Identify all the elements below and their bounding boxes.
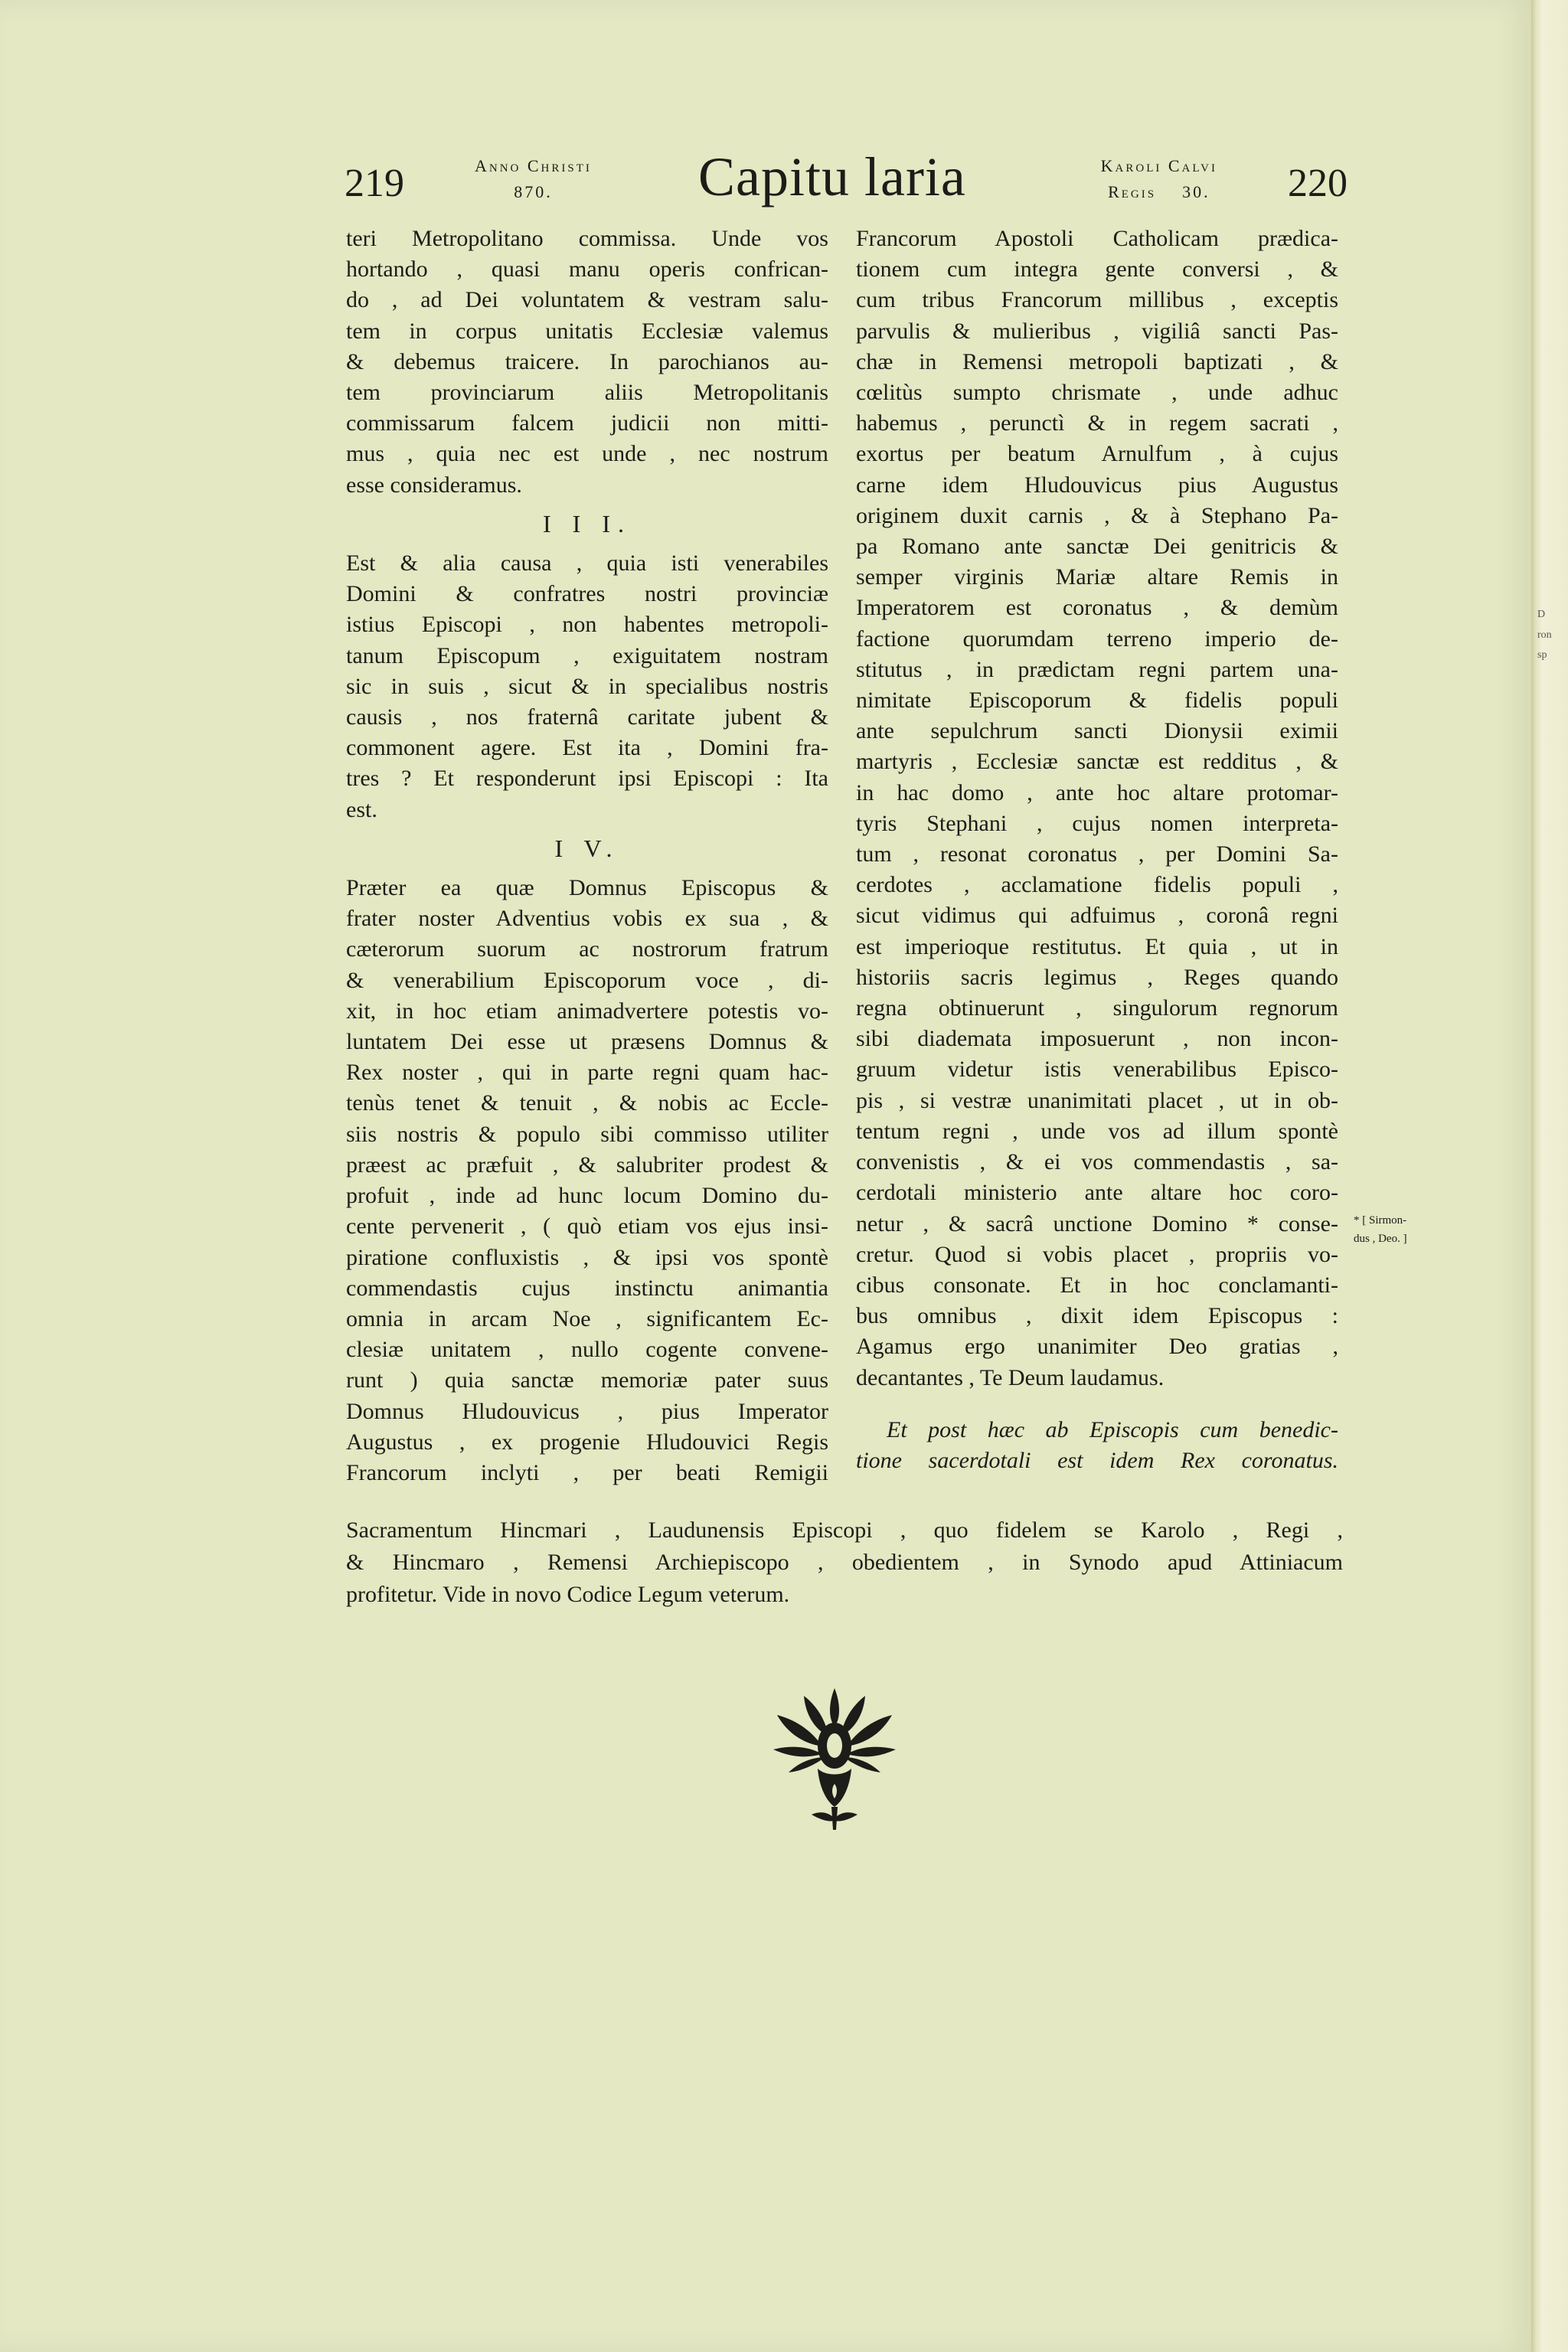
text-line: nimitate Episcoporum & fidelis populi [856,688,1338,714]
text-line: Imperatorem est coronatus , & demùm [856,595,1338,621]
edge-fragment: D [1537,609,1546,620]
text-line: Præter ea quæ Domnus Episcopus & [346,875,828,901]
text-line: piratione confluxistis , & ipsi vos spontè [346,1244,828,1270]
text-line: tanum Episcopum , exiguitatem nostram [346,642,828,668]
text-line: carne idem Hludouvicus pius Augustus [856,472,1338,498]
text-line: mus , quia nec est unde , nec nostrum [346,441,828,467]
text-line: tres ? Et responderunt ipsi Episcopi : Ita [346,766,828,792]
text-line: tem provinciarum aliis Metropolitanis [346,380,828,406]
text-line: commonent agere. Est ita , Domini fra- [346,735,828,761]
text-line: teri Metropolitano commissa. Unde vos [346,226,828,251]
section-heading-iii: I I I. [543,509,632,537]
text-line: historiis sacris legimus , Reges quando [856,964,1338,990]
text-line: omnia in arcam Noe , significantem Ec- [346,1305,828,1331]
karoli-line-1: Karoli Calvi [1100,156,1217,175]
text-line: præest ac præfuit , & salubriter prodest & [346,1152,828,1178]
anno-christi-label [475,153,592,205]
text-line: Rex noster , qui in parte regni quam hac- [346,1060,828,1086]
running-header [345,145,1348,230]
text-line: siis nostris & populo sibi commisso utiliter [346,1121,828,1147]
page-title: Capitu laria [698,146,966,207]
text-line: semper virginis Mariæ altare Remis in [856,564,1338,590]
text-line: runt ) quia sanctæ memoriæ pater suus [346,1367,828,1393]
text-line: exortus per beatum Arnulfum , à cujus [856,441,1338,467]
page-number-left: 219 [345,162,404,205]
text-line: stitutus , in prædictam regni partem una- [856,656,1338,682]
text-line: pa Romano ante sanctæ Dei genitricis & [856,534,1338,560]
text-line: commendastis cujus instinctu animantia [346,1275,828,1301]
text-line: clesiæ unitatem , nullo cogente convene- [346,1337,828,1363]
text-line: Agamus ergo unanimiter Deo gratias , [856,1334,1338,1360]
text-line: & Hincmaro , Remensi Archiepiscopo , obedientem , in Synodo apud Attiniacum [346,1550,1343,1575]
page-number-right: 220 [1288,162,1348,205]
text-line: decantantes , Te Deum laudamus. [856,1364,1165,1390]
karoli-calvi-label [1101,153,1217,205]
edge-fragment: sp [1537,649,1547,661]
text-line: frater noster Adventius vobis ex sua , & [346,906,828,932]
text-line: Domini & confratres nostri provinciæ [346,581,828,607]
text-line: Augustus , ex progenie Hludouvici Regis [346,1429,828,1455]
text-line: factione quorumdam terreno imperio de- [856,626,1338,652]
text-line: causis , nos fraternâ caritate jubent & [346,704,828,730]
right-paragraph-1 [856,224,1338,1393]
text-line: istius Episcopi , non habentes metropoli- [346,612,828,638]
text-line: cerdotes , acclamatione fidelis populi , [856,872,1338,898]
text-line: tione sacerdotali est idem Rex coronatus. [856,1447,1338,1473]
text-line: Domnus Hludouvicus , pius Imperator [346,1398,828,1424]
text-line: sicut vidimus qui adfuimus , coronâ regni [856,903,1338,929]
karoli-line-2: Regis 30. [1108,182,1210,201]
text-line: cum tribus Francorum millibus , exceptis [856,287,1338,313]
text-line: bus omnibus , dixit idem Episcopus : [856,1303,1338,1329]
text-line: martyris , Ecclesiæ sanctæ est redditus , & [856,749,1338,775]
text-line: Francorum inclyti , per beati Remigii [346,1459,828,1485]
text-line: tum , resonat coronatus , per Domini Sa- [856,841,1338,867]
text-line: sibi diademata imposuerunt , non incon- [856,1026,1338,1052]
text-line: netur , & sacrâ unctione Domino * conse- [856,1210,1338,1236]
text-line: chæ in Remensi metropoli baptizati , & [856,348,1338,374]
text-line: cæterorum suorum ac nostrorum fratrum [346,936,828,962]
left-paragraph-3 [346,873,828,1488]
text-line: convenistis , & ei vos commendastis , sa- [856,1149,1338,1175]
text-line: cerdotali ministerio ante altare hoc coro- [856,1180,1338,1206]
text-line: est imperioque restitutus. Et quia , ut in [856,933,1338,959]
text-line: tyris Stephani , cujus nomen interpreta- [856,810,1338,836]
text-line: profitetur. Vide in novo Codice Legum veterum. [346,1582,790,1607]
text-line: luntatem Dei esse ut præsens Domnus & [346,1029,828,1055]
text-line: gruum videtur istis venerabilibus Episco- [856,1057,1338,1083]
text-line: hortando , quasi manu operis confrican- [346,256,828,283]
text-line: cibus consonate. Et in hoc conclamanti- [856,1272,1338,1298]
text-line: cretur. Quod si vobis placet , propriis vo- [856,1241,1338,1267]
margin-note-line-1: * [ Sirmon- [1354,1214,1407,1227]
text-line: in hac domo , ante hoc altare protomar- [856,779,1338,805]
text-line: sic in suis , sicut & in specialibus nostris [346,673,828,699]
text-line: habemus , perunctì & in regem sacrati , [856,410,1338,436]
text-line: ante sepulchrum sancti Dionysii eximii [856,718,1338,744]
text-line: tentum regni , unde vos ad illum spontè [856,1118,1338,1144]
text-line: Francorum Apostoli Catholicam prædica- [856,226,1338,251]
next-page-edge [1531,0,1568,2352]
text-line: & venerabilium Episcoporum voce , di- [346,967,828,993]
coronation-closing-italic [856,1415,1338,1476]
sacramentum-hincmari-note [346,1514,1343,1611]
text-line: esse consideramus. [346,472,522,498]
margin-note-line-2: dus , Deo. ] [1354,1233,1407,1245]
left-paragraph-2 [346,548,828,825]
text-line: Est & alia causa , quia isti venerabiles [346,550,828,577]
left-paragraph-1 [346,224,828,501]
edge-fragment: ron [1537,629,1552,641]
text-line: xit, in hoc etiam animadvertere potestis vo- [346,998,828,1024]
anno-line-2: 870. [514,182,553,201]
text-line: Et post hæc ab Episcopis cum benedic- [887,1416,1338,1442]
text-line: regna obtinuerunt , singulorum regnorum [856,995,1338,1021]
text-line: commissarum falcem judicii non mitti- [346,410,828,436]
text-line: est. [346,796,377,822]
text-line: tem in corpus unitatis Ecclesiæ valemus [346,318,828,344]
anno-line-1: Anno Christi [475,156,592,175]
text-line: parvulis & mulieribus , vigiliâ sancti Pas- [856,318,1338,344]
text-line: tenùs tenet & tenuit , & nobis ac Eccle- [346,1090,828,1116]
text-line: tionem cum integra gente conversi , & [856,256,1338,283]
text-line: do , ad Dei voluntatem & vestram salu- [346,287,828,313]
text-line: cente pervenerit , ( quò etiam vos ejus insi- [346,1214,828,1240]
section-heading-iv: I V. [554,834,620,862]
text-line: profuit , inde ad hunc locum Domino du- [346,1183,828,1209]
fleuron-ornament-icon [758,1673,911,1834]
text-line: cœlitùs sumpto chrismate , unde adhuc [856,380,1338,406]
right-column [856,224,1338,1476]
text-line: & debemus traicere. In parochianos au- [346,348,828,374]
text-line: pis , si vestræ unanimitati placet , ut in ob- [856,1087,1338,1113]
margin-note-sirmondus [1354,1211,1484,1248]
text-line: originem duxit carnis , & à Stephano Pa- [856,502,1338,528]
left-column [346,224,828,1488]
text-line: Sacramentum Hincmari , Laudunensis Episcopi , quo fidelem se Karolo , Regi , [346,1517,1343,1543]
